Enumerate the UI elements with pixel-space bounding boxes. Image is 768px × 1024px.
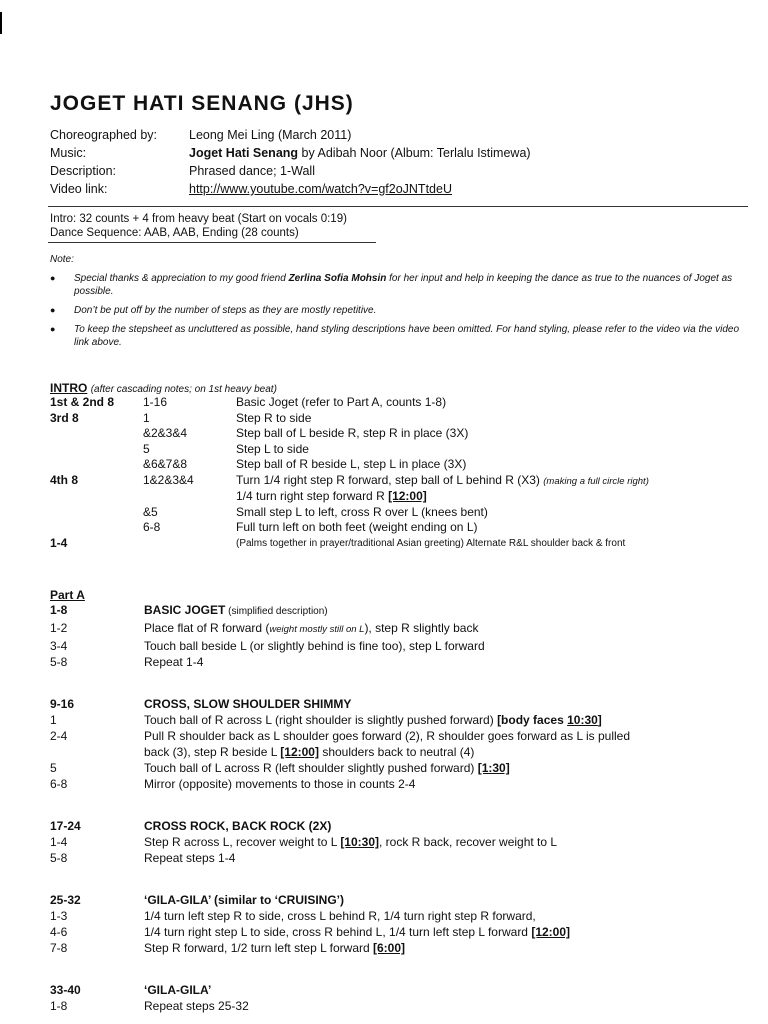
- dance-info: [50, 126, 531, 198]
- video-row: [50, 180, 531, 198]
- wall-marker: [12:00]: [531, 925, 571, 939]
- step-text: Touch ball beside L (or slightly behind is fine too), step L forward: [144, 639, 485, 653]
- facing-time: 10:30: [567, 713, 598, 727]
- note-item: [50, 304, 740, 317]
- intro-step: Step L to side: [236, 441, 309, 456]
- intro-count: 6-8: [143, 520, 161, 534]
- step-text-part: shoulders back to neutral (4): [318, 745, 475, 759]
- step-count: 5-8: [50, 655, 68, 669]
- step-row: [50, 728, 750, 760]
- intro-step: [236, 489, 750, 505]
- wall-marker: [12:00]: [388, 489, 427, 503]
- step-row: [50, 924, 750, 940]
- step-row: [50, 620, 750, 638]
- intro-row: [50, 520, 750, 536]
- wall-marker: [6:00]: [373, 941, 406, 955]
- intro-eight: 3rd 8: [50, 410, 79, 425]
- part-a-heading: [50, 588, 750, 602]
- step-text-part: Step R forward, 1/2 turn left step L forward: [144, 941, 373, 955]
- notes-label: Note:: [50, 254, 74, 265]
- video-link[interactable]: http://www.youtube.com/watch?v=gf2oJNTtdeU: [189, 182, 452, 196]
- music-label: Music:: [50, 146, 87, 160]
- intro-step: Step ball of R beside L, step L in place (3X): [236, 457, 467, 471]
- step-text: Mirror (opposite) movements to those in counts 2-4: [144, 777, 416, 791]
- intro-step-text: 1/4 turn right step forward R: [236, 489, 389, 503]
- part-a-section: [50, 588, 750, 1014]
- step-text: [144, 760, 750, 776]
- note-item: [50, 272, 740, 298]
- step-row: [50, 850, 750, 866]
- section-title: ‘GILA-GILA’ (similar to ‘CRUISING’): [144, 893, 345, 907]
- step-text-part: 1/4 turn right step L to side, cross R behind L, 1/4 turn left step L forward: [144, 925, 532, 939]
- section-heading: [50, 892, 750, 908]
- step-note: weight mostly still on L: [269, 624, 365, 635]
- step-text: 1/4 turn left step R to side, cross L behind R, 1/4 turn right step R forward,: [144, 909, 536, 923]
- step-text: Repeat 1-4: [144, 655, 204, 669]
- intro-row: [50, 505, 750, 521]
- intro-count: 1: [143, 410, 150, 425]
- step-count: 6-8: [50, 777, 68, 791]
- intro-subtitle: (after cascading notes; on 1st heavy beat): [90, 384, 277, 395]
- step-count: 1-8: [50, 999, 68, 1013]
- note-text-end: for her input and help in keeping the dance as true to the nuances of Joget as possible.: [74, 273, 733, 297]
- section-title: ‘GILA-GILA’: [144, 983, 212, 997]
- step-row: [50, 760, 750, 776]
- intro-row: [50, 536, 750, 552]
- wall-marker: [1:30]: [477, 761, 510, 775]
- intro-count: 1&2&3&4: [143, 472, 194, 487]
- intro-count: [143, 536, 236, 552]
- intro-row: [50, 411, 750, 427]
- intro-heading: [50, 381, 750, 395]
- step-row: [50, 998, 750, 1014]
- step-text: Repeat steps 25-32: [144, 999, 249, 1013]
- step-count: 3-4: [50, 639, 68, 653]
- intro-step: Full turn left on both feet (weight ending on L): [236, 520, 478, 534]
- step-count: 4-6: [50, 925, 68, 939]
- step-row: [50, 940, 750, 956]
- step-count: 5: [50, 761, 57, 775]
- note-text: Special thanks & appreciation to my good friend: [74, 273, 289, 284]
- intro-eight: 1st & 2nd 8: [50, 395, 115, 409]
- step-text-part: , rock R back, recover weight to L: [379, 835, 558, 849]
- choreographer-value: Leong Mei Ling (March 2011): [189, 128, 352, 142]
- step-text: [144, 924, 750, 940]
- section-title: CROSS, SLOW SHOULDER SHIMMY: [144, 697, 352, 711]
- description-label: Description:: [50, 164, 116, 178]
- step-text: [144, 728, 750, 760]
- step-count: 1-4: [50, 835, 68, 849]
- wall-marker: [12:00]: [280, 745, 319, 759]
- intro-step: Basic Joget (refer to Part A, counts 1-8): [236, 395, 447, 409]
- intro-step: (Palms together in prayer/traditional Asian greeting) Alternate R&L shoulder back & front: [236, 537, 626, 549]
- section-heading: [50, 818, 750, 834]
- step-text: [144, 712, 750, 728]
- bullet-icon: ●: [50, 324, 56, 334]
- song-title: Joget Hati Senang: [189, 146, 299, 160]
- step-text-part: back (3), step R beside L: [144, 745, 281, 759]
- intro-step-note: (making a full circle right): [543, 475, 649, 487]
- intro-counts: Intro: 32 counts + 4 from heavy beat (Start on vocals 0:19): [50, 213, 347, 225]
- step-row: [50, 712, 750, 728]
- intro-step-text: Turn 1/4 right step R forward, step ball of L behind R (X3): [236, 472, 544, 487]
- section-title: CROSS ROCK, BACK ROCK (2X): [144, 819, 332, 833]
- intro-eight: [50, 505, 143, 521]
- facing-marker-end: ]: [597, 713, 602, 727]
- step-text: [144, 620, 750, 638]
- notes-section: [50, 253, 740, 349]
- intro-eight: 1-4: [50, 535, 68, 550]
- section-counts: 33-40: [50, 983, 81, 997]
- step-count: 7-8: [50, 941, 68, 955]
- step-row: [50, 908, 750, 924]
- bullet-icon: ●: [50, 273, 56, 283]
- note-item: [50, 323, 740, 349]
- choreographer-label: Choreographed by:: [50, 128, 158, 142]
- intro-eight: [50, 426, 143, 442]
- step-count: 1-2: [50, 621, 68, 635]
- page-title: JOGET HATI SENANG (JHS): [50, 92, 354, 115]
- intro-row: [50, 426, 750, 442]
- intro-row: [50, 395, 750, 411]
- music-row: [50, 144, 531, 162]
- intro-eight: [50, 442, 143, 458]
- intro-eight: [50, 520, 143, 536]
- intro-row: [50, 473, 750, 490]
- intro-count: &5: [143, 504, 158, 519]
- step-row: [50, 654, 750, 670]
- section-title-text: BASIC JOGET: [144, 603, 226, 617]
- section-counts: 9-16: [50, 697, 75, 711]
- section-title: [144, 602, 750, 620]
- step-row: [50, 834, 750, 850]
- step-row: [50, 638, 750, 654]
- intro-row: [50, 442, 750, 458]
- note-text: To keep the stepsheet as uncluttered as possible, hand styling descriptions have been omitted. For hand styling, please refer to the video via the video link above.: [74, 324, 740, 348]
- step-count: 2-4: [50, 729, 68, 743]
- intro-step: [236, 473, 750, 490]
- description-row: [50, 162, 531, 180]
- step-text: [144, 834, 750, 850]
- note-text: Don’t be put off by the number of steps as they are mostly repetitive.: [74, 305, 377, 316]
- intro-title: INTRO: [50, 381, 88, 395]
- step-text-part: Touch ball of R across L (right shoulder is slightly pushed forward): [144, 713, 498, 727]
- video-label: Video link:: [50, 182, 108, 196]
- intro-count: &2&3&4: [143, 426, 188, 440]
- step-text-part: Pull R shoulder back as L shoulder goes forward (2), R shoulder goes forward as L is pulled: [144, 729, 631, 743]
- intro-row: [50, 457, 750, 473]
- choreographer-row: [50, 126, 531, 144]
- intro-step: Step R to side: [236, 410, 312, 425]
- step-text-part: Step R across L, recover weight to L: [144, 835, 341, 849]
- song-artist: by Adibah Noor (Album: Terlalu Istimewa): [298, 146, 531, 160]
- intro-count: [143, 489, 236, 505]
- section-heading: [50, 982, 750, 998]
- intro-row: [50, 489, 750, 505]
- intro-step: Small step L to left, cross R over L (knees bent): [236, 504, 488, 519]
- intro-count: &6&7&8: [143, 457, 188, 471]
- step-text: [144, 940, 750, 956]
- description-value: Phrased dance; 1-Wall: [189, 164, 315, 178]
- bullet-icon: ●: [50, 305, 56, 315]
- facing-marker: [body faces: [497, 713, 568, 727]
- dance-sequence: Dance Sequence: AAB, AAB, Ending (28 counts): [50, 227, 299, 239]
- section-counts: 17-24: [50, 819, 81, 833]
- step-count: 1: [50, 713, 57, 727]
- section-heading: [50, 696, 750, 712]
- intro-eight: [50, 457, 143, 473]
- intro-section: [50, 381, 750, 551]
- section-heading: [50, 602, 750, 620]
- step-row: [50, 776, 750, 792]
- intro-count: 1-16: [143, 395, 168, 409]
- section-counts: 1-8: [50, 603, 68, 617]
- step-text-part: Touch ball of L across R (left shoulder slightly pushed forward): [144, 761, 478, 775]
- intro-count: 5: [143, 441, 150, 456]
- step-text-part: Place flat of R forward (: [144, 621, 270, 635]
- step-count: 5-8: [50, 851, 68, 865]
- intro-eight: [50, 489, 143, 505]
- step-text: Repeat steps 1-4: [144, 851, 236, 865]
- intro-eight: 4th 8: [50, 472, 79, 487]
- wall-marker: [10:30]: [340, 835, 379, 849]
- section-title-note: (simplified description): [225, 606, 328, 617]
- note-name: Zerlina Sofia Mohsin: [288, 273, 387, 284]
- step-count: 1-3: [50, 909, 68, 923]
- page-edge-mark: [0, 12, 2, 34]
- intro-divider: [48, 242, 376, 243]
- header-divider: [48, 206, 748, 207]
- section-counts: 25-32: [50, 893, 81, 907]
- intro-step: Step ball of L beside R, step R in place (3X): [236, 426, 469, 440]
- part-a-title: Part A: [50, 588, 85, 602]
- intro-info: [50, 212, 347, 240]
- step-text-part: ), step R slightly back: [364, 621, 479, 635]
